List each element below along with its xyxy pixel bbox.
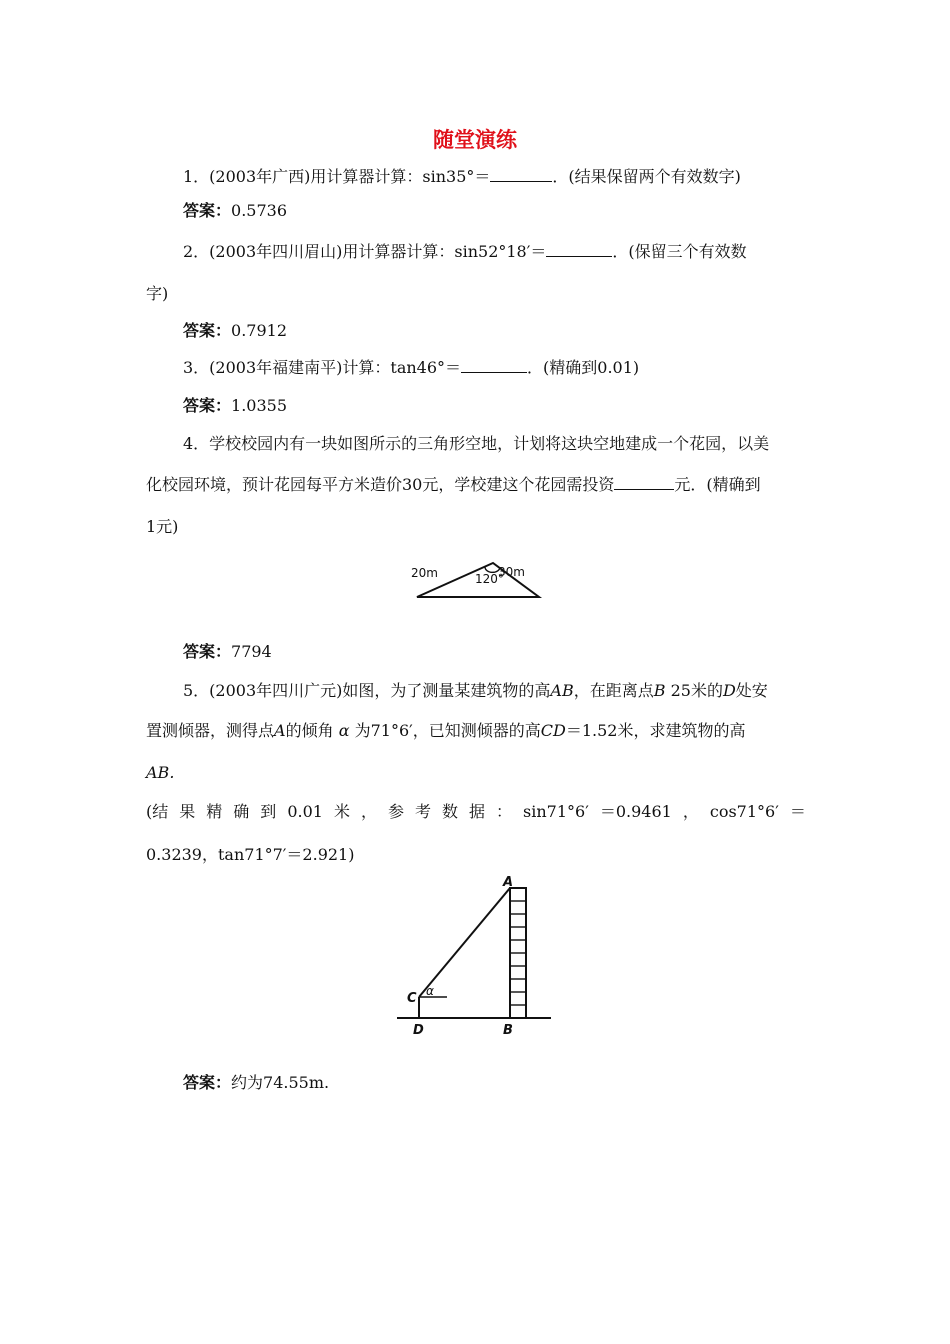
- q5-var: AB.: [146, 763, 175, 782]
- ref-token: ：: [496, 802, 513, 821]
- answer-blank: [490, 167, 552, 182]
- ref-token: 米: [333, 802, 350, 821]
- ref-token: ＝: [789, 802, 806, 821]
- question-5-reference-cont: 0.3239，tan71°7′＝2.921): [146, 845, 355, 864]
- question-2-cont: 字): [146, 284, 169, 303]
- ref-token: 果: [179, 802, 196, 821]
- ref-token: ，: [360, 802, 377, 821]
- question-5-reference: [146, 801, 806, 823]
- ref-token: sin71°6′: [523, 802, 589, 821]
- question-3-tail: ．(精确到0.01): [527, 358, 640, 377]
- ref-token: 考: [414, 802, 431, 821]
- q5-var: D: [722, 681, 736, 700]
- question-5-line-1: [183, 680, 768, 702]
- question-1: [183, 166, 741, 188]
- answer-label: 答案：: [183, 201, 232, 220]
- q5-text: 置测倾器，测得点: [146, 721, 275, 740]
- question-1-tail: ．(结果保留两个有效数字): [552, 167, 741, 186]
- building-figure: [395, 872, 555, 1044]
- point-c-label: C: [407, 991, 417, 1006]
- ref-token: 0.01: [287, 802, 323, 821]
- answer-value: 约为74.55m.: [231, 1073, 330, 1092]
- q5-var: B: [653, 681, 666, 700]
- answer-2: [183, 320, 287, 342]
- angle-label: 120°: [475, 572, 504, 586]
- ref-token: 数: [442, 802, 459, 821]
- q5-var: A: [274, 721, 286, 740]
- answer-value: 0.5736: [231, 201, 287, 220]
- answer-blank: [614, 475, 674, 490]
- q5-var: AB: [550, 681, 574, 700]
- q5-text: 处安: [735, 681, 768, 700]
- ref-token: ，: [682, 802, 699, 821]
- q5-var: CD: [540, 721, 566, 740]
- ref-token: cos71°6′: [709, 802, 779, 821]
- q5-text: ＝1.52米，求建筑物的高: [565, 721, 746, 740]
- question-5-line-3: [146, 762, 174, 784]
- answer-blank: [461, 358, 527, 373]
- answer-value: 7794: [231, 642, 272, 661]
- question-1-text: 1．(2003年广西)用计算器计算：sin35°＝: [183, 167, 491, 186]
- answer-label: 答案：: [183, 642, 232, 661]
- question-2-tail: ．(保留三个有效数: [612, 242, 747, 261]
- alpha-label: α: [426, 984, 434, 998]
- triangle-figure: [400, 558, 550, 602]
- question-5-line-2: [146, 720, 746, 742]
- question-2: [183, 241, 747, 263]
- ref-token: 确: [233, 802, 250, 821]
- question-4-tail: 元．(精确到: [674, 475, 761, 494]
- q5-text: ，在距离点: [573, 681, 654, 700]
- answer-value: 1.0355: [231, 396, 287, 415]
- ref-token: 精: [206, 802, 223, 821]
- point-d-label: D: [413, 1023, 424, 1038]
- answer-4: [183, 641, 272, 663]
- question-3: [183, 357, 639, 379]
- ref-token: (结: [146, 802, 169, 821]
- ref-token: 到: [260, 802, 277, 821]
- q5-text: 的倾角: [285, 721, 334, 740]
- answer-label: 答案：: [183, 396, 232, 415]
- question-4-line-2: [146, 474, 761, 496]
- ref-token: ＝0.9461: [599, 802, 672, 821]
- question-4-line-1: 4．学校校园内有一块如图所示的三角形空地，计划将这块空地建成一个花园，以美: [183, 434, 770, 453]
- q5-text: 为71°6′，已知测倾器的高: [354, 721, 541, 740]
- answer-label: 答案：: [183, 1073, 232, 1092]
- q5-text: 25米的: [670, 681, 723, 700]
- ref-token: 据: [469, 802, 486, 821]
- q5-var: α: [338, 721, 350, 740]
- answer-blank: [546, 242, 612, 257]
- answer-3: [183, 395, 287, 417]
- page-title: 随堂演练: [433, 128, 517, 152]
- q5-text: 5．(2003年四川广元)如图，为了测量某建筑物的高: [183, 681, 551, 700]
- point-a-label: A: [503, 875, 514, 890]
- question-4-text: 化校园环境，预计花园每平方米造价30元，学校建这个花园需投资: [146, 475, 615, 494]
- side-label-left: 20m: [411, 566, 438, 580]
- question-3-text: 3．(2003年福建南平)计算：tan46°＝: [183, 358, 462, 377]
- answer-value: 0.7912: [231, 321, 287, 340]
- question-4-line-3: 1元): [146, 517, 179, 536]
- question-2-text: 2．(2003年四川眉山)用计算器计算：sin52°18′＝: [183, 242, 547, 261]
- ref-token: 参: [387, 802, 404, 821]
- answer-label: 答案：: [183, 321, 232, 340]
- sight-line: [419, 888, 510, 997]
- point-b-label: B: [503, 1023, 513, 1038]
- building-floors: [510, 901, 526, 1005]
- side-label-right: 30m: [498, 565, 525, 579]
- answer-1: [183, 200, 287, 222]
- answer-5: [183, 1072, 329, 1094]
